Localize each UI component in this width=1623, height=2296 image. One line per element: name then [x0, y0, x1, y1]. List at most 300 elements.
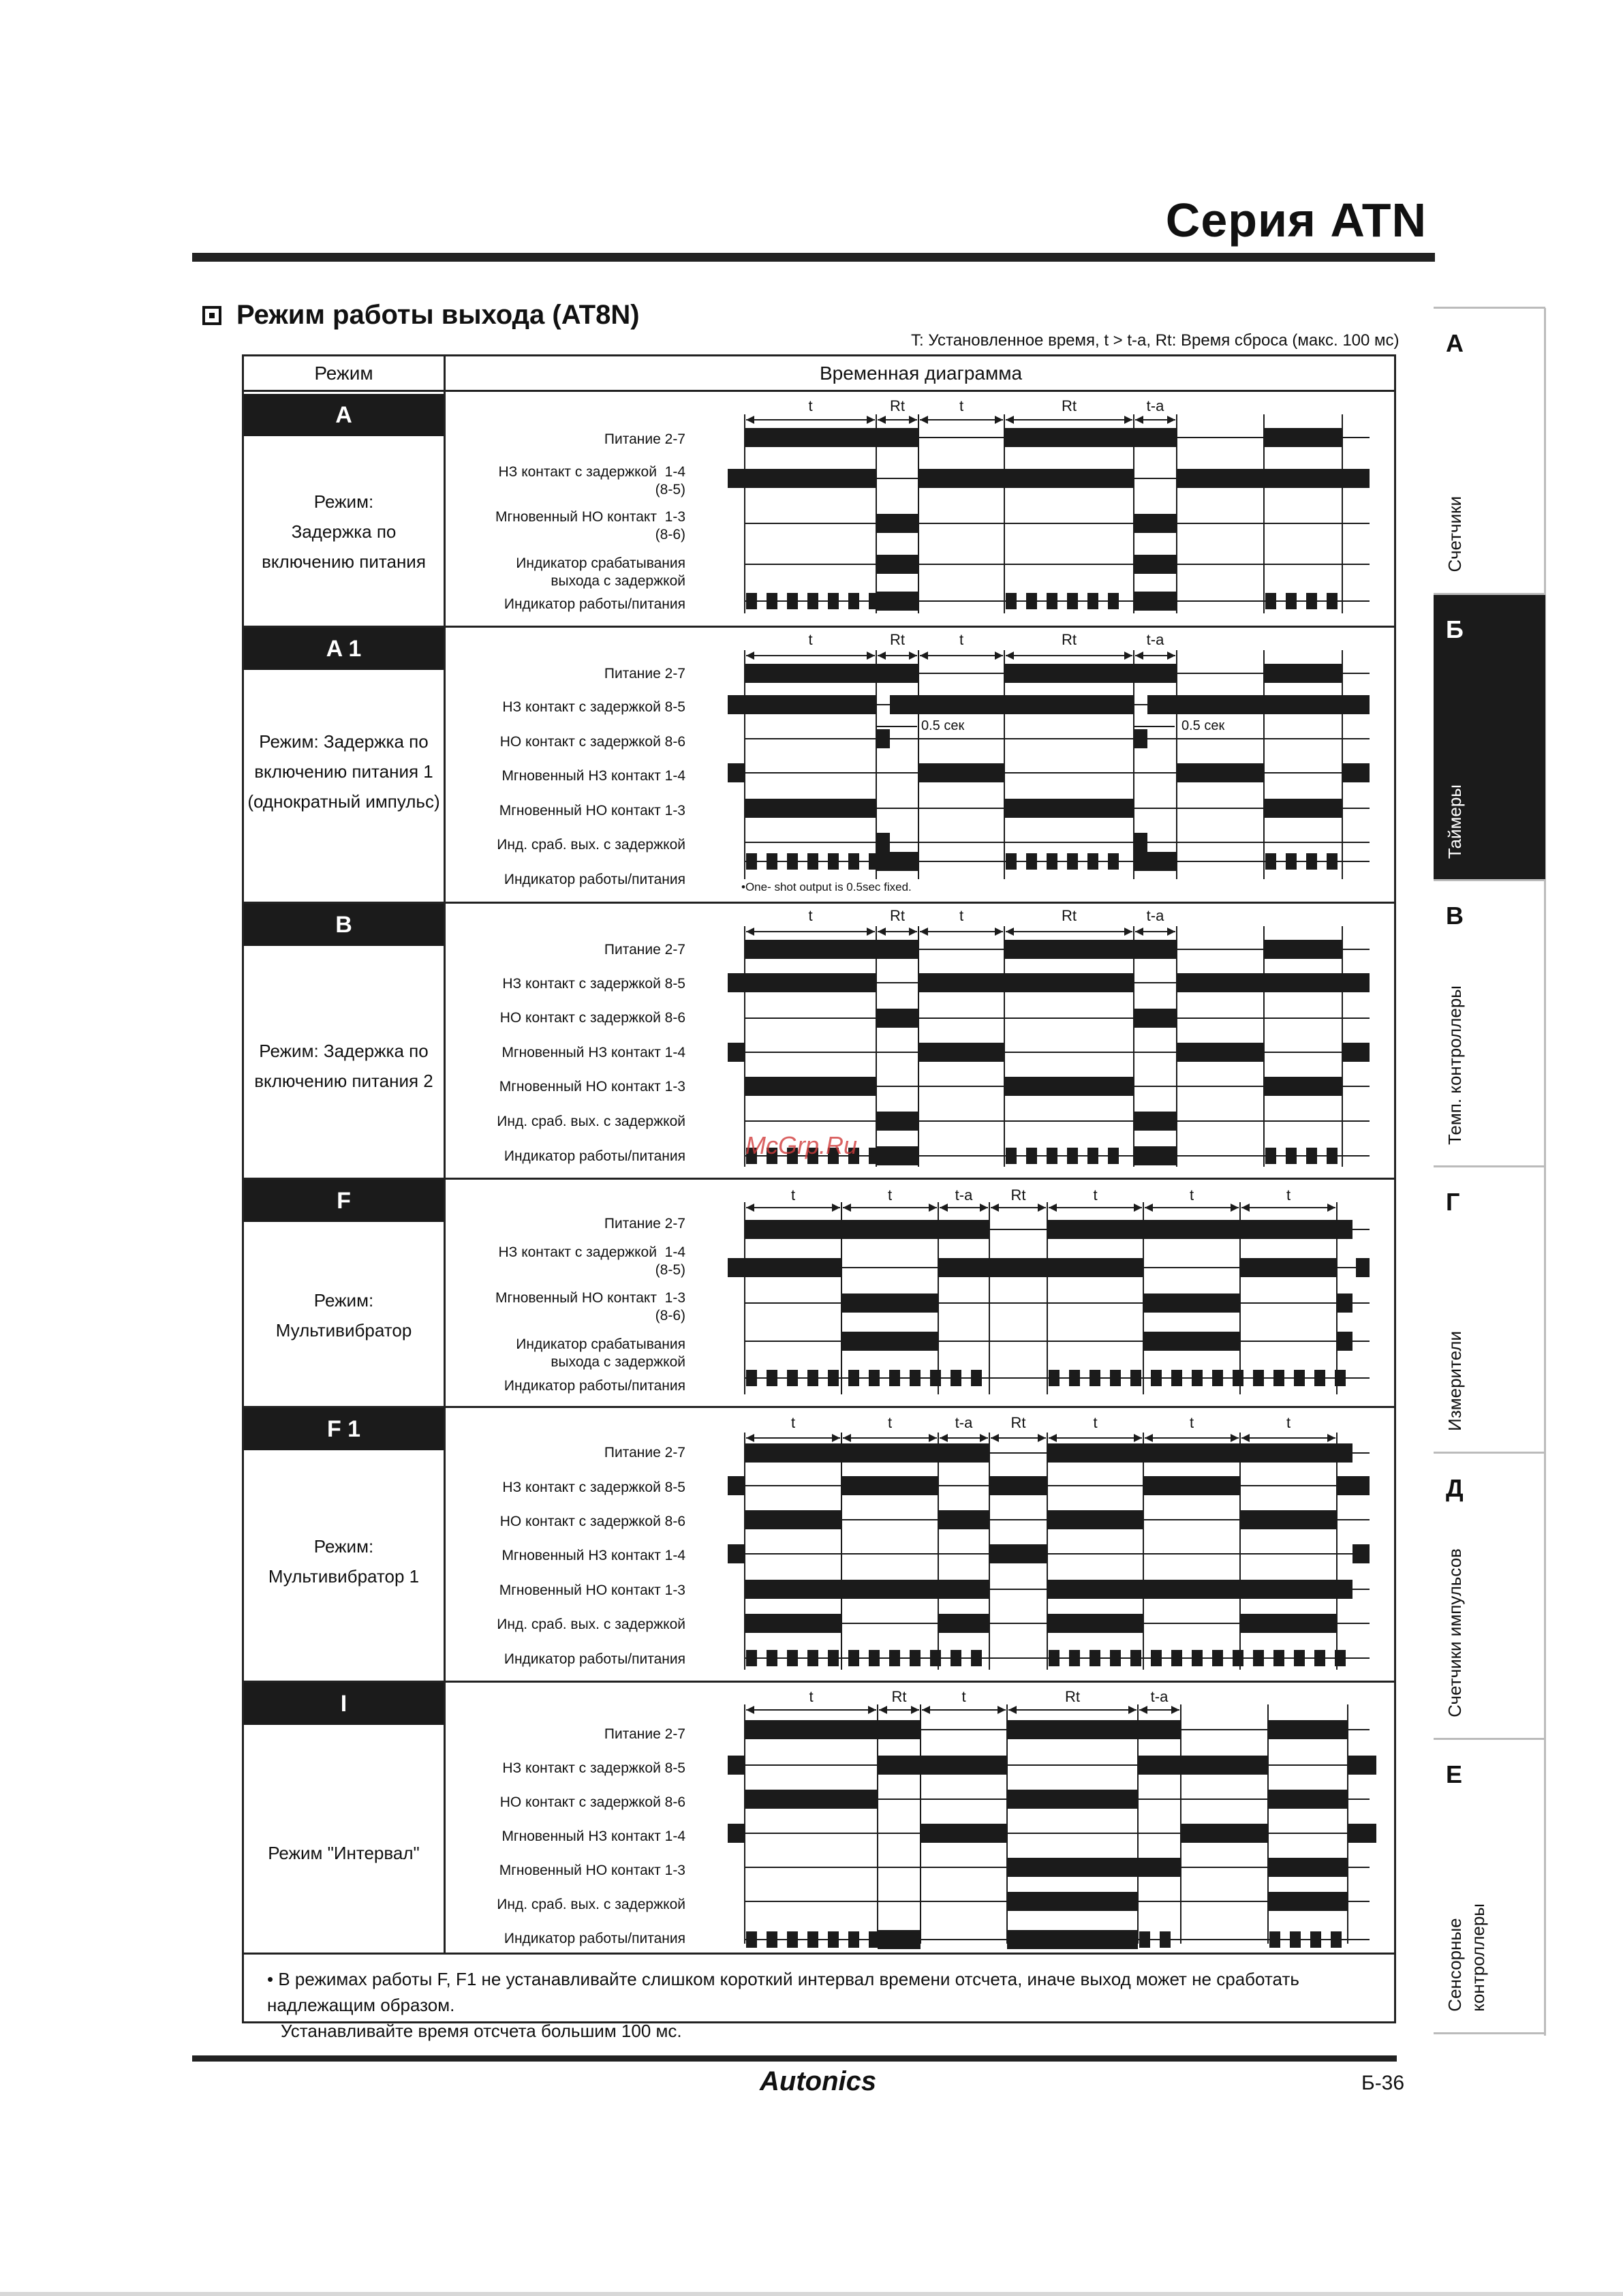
mode-badge-f: F	[244, 1180, 444, 1222]
segment-label-t: t	[961, 1688, 966, 1705]
indicator-pulse	[1265, 853, 1276, 870]
tab-label: Счетчики	[1444, 496, 1465, 572]
arrow-head	[1167, 416, 1175, 424]
signal-high	[878, 1930, 921, 1949]
signal-label: НЗ контакт с задержкой 8-5	[502, 1760, 685, 1776]
indicator-pulse	[869, 1931, 880, 1948]
arrow-head	[991, 1434, 999, 1442]
indicator-pulse	[930, 1650, 941, 1666]
signal-high	[745, 1220, 989, 1239]
indicator-pulse	[889, 1650, 900, 1666]
bottom-rule	[192, 2055, 1397, 2062]
indicator-pulse	[1314, 1370, 1325, 1386]
signal-high	[841, 1476, 938, 1495]
tab-timers[interactable]	[1434, 593, 1545, 879]
signal-high	[1348, 1824, 1376, 1843]
signal-high	[890, 695, 1134, 714]
indicator-pulse	[1047, 1148, 1057, 1164]
segment-label-rt: Rt	[890, 907, 905, 924]
indicator-pulse	[828, 1931, 839, 1948]
signal-high	[1047, 1580, 1352, 1599]
footnote	[267, 1966, 1391, 2044]
signal-label: НЗ контакт с задержкой 8-5	[502, 976, 685, 992]
arrow-head	[843, 1204, 851, 1212]
brand-logo: Autonics	[760, 2066, 877, 2096]
segment-label-t: t	[1286, 1414, 1291, 1431]
indicator-pulse	[828, 593, 839, 609]
signal-high	[841, 1294, 938, 1313]
desc-line: Режим:	[313, 491, 374, 512]
segment-label-ta: t-a	[1146, 907, 1164, 924]
indicator-pulse	[1294, 1650, 1305, 1666]
tab-label: Сенсорные контроллеры	[1444, 1903, 1488, 2012]
arrow-head	[998, 1706, 1006, 1714]
indicator-pulse	[1047, 593, 1057, 609]
indicator-pulse	[1335, 1370, 1346, 1386]
signal-high	[1147, 695, 1370, 714]
indicator-pulse	[869, 1148, 880, 1164]
signal-high	[918, 1043, 1004, 1062]
signal-label: Мгновенный НО контакт 1-3 (8-6)	[495, 1290, 685, 1323]
mode-badge-a1: A 1	[244, 628, 444, 670]
arrow-head	[1006, 652, 1014, 660]
arrow-head	[1038, 1204, 1046, 1212]
desc-line: Режим "Интервал"	[268, 1843, 420, 1863]
indicator-pulse	[950, 1370, 961, 1386]
signal-high	[1134, 852, 1177, 871]
arrow-head	[1135, 416, 1143, 424]
page-edge	[0, 2292, 1623, 2296]
indicator-pulse	[746, 593, 757, 609]
signal-high	[1134, 592, 1177, 611]
signal-label: НО контакт с задержкой 8-6	[499, 734, 685, 750]
signal-high	[728, 1258, 841, 1277]
desc-line: Режим: Задержка по	[259, 731, 429, 752]
signal-high	[745, 428, 918, 447]
indicator-pulse	[1233, 1370, 1243, 1386]
arrow-head	[1145, 1434, 1153, 1442]
segment-label-ta: t-a	[1150, 1688, 1169, 1705]
segment-label-t: t	[808, 397, 813, 414]
signal-high	[1348, 1756, 1376, 1775]
signal-high	[876, 1112, 918, 1131]
arrow-head	[1171, 1706, 1179, 1714]
arrow-head	[1049, 1204, 1057, 1212]
signal-high	[1047, 1443, 1352, 1463]
indicator-pulse	[1192, 1370, 1203, 1386]
signal-label: Индикатор работы/питания	[504, 596, 685, 612]
arrow-head	[1006, 416, 1014, 424]
signal-label: Инд. сраб. вых. с задержкой	[497, 1114, 685, 1129]
indicator-pulse	[1269, 1931, 1280, 1948]
segment-label-t: t	[887, 1414, 893, 1431]
indicator-pulse	[807, 593, 818, 609]
indicator-pulse	[971, 1650, 982, 1666]
arrow-head	[746, 1204, 754, 1212]
arrow-head	[980, 1434, 988, 1442]
indicator-pulse	[1087, 1148, 1098, 1164]
indicator-pulse	[746, 1370, 757, 1386]
signal-label: НЗ контакт с задержкой 1-4 (8-5)	[498, 464, 685, 498]
signal-high	[1240, 1258, 1337, 1277]
signal-high	[1177, 973, 1370, 992]
indicator-pulse	[807, 1370, 818, 1386]
signal-high	[878, 1756, 1007, 1775]
signal-label: НЗ контакт с задержкой 8-5	[502, 699, 685, 715]
indicator-pulse	[828, 853, 839, 870]
signal-high	[1134, 514, 1177, 533]
indicator-pulse	[1047, 853, 1057, 870]
signal-label: Мгновенный НО контакт 1-3	[499, 803, 685, 818]
signal-high	[728, 1544, 745, 1563]
indicator-pulse	[1233, 1650, 1243, 1666]
tab-letter: Г	[1446, 1188, 1460, 1216]
arrow-head	[843, 1434, 851, 1442]
oneshot-note: •One- shot output is 0.5sec fixed.	[741, 881, 912, 893]
indicator-pulse	[807, 853, 818, 870]
signal-high	[745, 1720, 921, 1739]
arrow-head	[920, 416, 928, 424]
indicator-pulse	[828, 1650, 839, 1666]
arrow-head	[746, 1706, 754, 1714]
indicator-pulse	[1273, 1650, 1284, 1666]
indicator-pulse	[767, 853, 777, 870]
indicator-pulse	[1212, 1370, 1223, 1386]
segment-label-ta: t-a	[1146, 631, 1164, 648]
arrow-head	[832, 1204, 840, 1212]
signal-high	[1342, 1043, 1370, 1062]
tab-sensor-controllers[interactable]	[1434, 1738, 1545, 2034]
signal-label: Питание 2-7	[604, 1726, 685, 1742]
signal-label: НО контакт с задержкой 8-6	[499, 1794, 685, 1810]
segment-label-rt: Rt	[1010, 1414, 1026, 1431]
tab-letter: В	[1446, 902, 1464, 930]
signal-high	[1004, 428, 1177, 447]
indicator-pulse	[1049, 1650, 1060, 1666]
tab-pulse-counters[interactable]	[1434, 1452, 1545, 1738]
signal-high	[1004, 1077, 1134, 1096]
col-header-mode: Режим	[314, 363, 373, 384]
arrow-head	[991, 1204, 999, 1212]
indicator-pulse	[1290, 1931, 1301, 1948]
indicator-pulse	[1151, 1370, 1162, 1386]
signal-high	[1268, 1790, 1348, 1809]
desc-line: (однократный импульс)	[247, 791, 440, 812]
segment-label-rt: Rt	[1062, 397, 1077, 414]
signal-label: Питание 2-7	[604, 942, 685, 958]
col-header-diagram: Временная диаграмма	[819, 363, 1023, 384]
arrow-head	[832, 1434, 840, 1442]
arrow-head	[1167, 928, 1175, 936]
signal-label: Мгновенный НО контакт 1-3 (8-6)	[495, 509, 685, 542]
signal-label: Питание 2-7	[604, 1216, 685, 1231]
desc-line: Режим:	[313, 1536, 374, 1557]
segment-label-rt: Rt	[1065, 1688, 1080, 1705]
indicator-pulse	[1306, 1148, 1317, 1164]
arrow-head	[1167, 652, 1175, 660]
indicator-pulse	[1294, 1370, 1305, 1386]
indicator-pulse	[1108, 593, 1119, 609]
arrow-head	[746, 1434, 754, 1442]
indicator-pulse	[1327, 1148, 1338, 1164]
arrow-head	[909, 652, 917, 660]
indicator-pulse	[1067, 593, 1078, 609]
signal-high	[841, 1332, 938, 1351]
signal-high	[745, 1510, 841, 1529]
signal-high	[1007, 1858, 1181, 1877]
arrow-head	[878, 652, 886, 660]
signal-label: Индикатор работы/питания	[504, 1378, 685, 1394]
arrow-head	[1128, 1706, 1137, 1714]
arrow-head	[1124, 416, 1132, 424]
signal-high	[728, 763, 745, 782]
segment-label-t: t	[1093, 1414, 1098, 1431]
segment-label-t: t	[790, 1187, 796, 1204]
indicator-pulse	[807, 1650, 818, 1666]
signal-high	[745, 1580, 989, 1599]
signal-high	[1134, 729, 1147, 748]
signal-high	[745, 1614, 841, 1633]
signal-high	[1007, 1930, 1138, 1949]
signal-label: Инд. сраб. вых. с задержкой	[497, 837, 685, 853]
tab-letter: Б	[1446, 615, 1464, 643]
signal-high	[1134, 555, 1177, 574]
indicator-pulse	[1006, 1148, 1017, 1164]
indicator-pulse	[1160, 1931, 1171, 1948]
signal-label: Индикатор работы/питания	[504, 1931, 685, 1946]
indicator-pulse	[1089, 1650, 1100, 1666]
signal-high	[1352, 1544, 1370, 1563]
indicator-pulse	[1286, 853, 1297, 870]
signal-label: Мгновенный НЗ контакт 1-4	[501, 1828, 685, 1844]
indicator-pulse	[848, 1650, 859, 1666]
indicator-pulse	[1026, 1148, 1037, 1164]
signal-high	[1342, 763, 1370, 782]
indicator-pulse	[1253, 1370, 1264, 1386]
indicator-pulse	[1069, 1370, 1080, 1386]
indicator-pulse	[1006, 853, 1017, 870]
arrow-head	[940, 1434, 948, 1442]
arrow-head	[1049, 1434, 1057, 1442]
indicator-pulse	[869, 853, 880, 870]
arrow-head	[995, 652, 1003, 660]
signal-high	[876, 555, 918, 574]
arrow-head	[879, 1706, 887, 1714]
arrow-head	[929, 1434, 937, 1442]
arrow-head	[1124, 928, 1132, 936]
indicator-pulse	[848, 853, 859, 870]
indicator-pulse	[1265, 593, 1276, 609]
signal-high	[728, 973, 876, 992]
arrow-head	[929, 1204, 937, 1212]
indicator-pulse	[848, 593, 859, 609]
segment-label-t: t	[1189, 1187, 1194, 1204]
indicator-pulse	[1171, 1650, 1182, 1666]
signal-label: НЗ контакт с задержкой 8-5	[502, 1480, 685, 1495]
signal-high	[1264, 940, 1342, 959]
signal-high	[876, 1146, 918, 1165]
indicator-pulse	[1286, 1148, 1297, 1164]
segment-label-ta: t-a	[955, 1414, 973, 1431]
signal-high	[989, 1476, 1047, 1495]
signal-label: Индикатор срабатывания выхода с задержкой	[516, 1336, 685, 1370]
segment-label-rt: Rt	[890, 631, 905, 648]
arrow-head	[746, 416, 754, 424]
desc-line: Режим:	[313, 1290, 374, 1311]
signal-label: Питание 2-7	[604, 1445, 685, 1460]
desc-line: включению питания 1	[254, 761, 433, 782]
arrow-head	[746, 928, 754, 936]
segment-label-rt: Rt	[891, 1688, 907, 1705]
section-title: Режим работы выхода (AT8N)	[236, 300, 640, 330]
signal-label: Мгновенный НО контакт 1-3	[499, 1079, 685, 1095]
indicator-pulse	[1314, 1650, 1325, 1666]
arrow-head	[995, 416, 1003, 424]
tab-meters[interactable]	[1434, 1165, 1545, 1452]
segment-label-t: t	[1189, 1414, 1194, 1431]
pulse-note: 0.5 сек	[1181, 718, 1225, 733]
signal-label: Инд. сраб. вых. с задержкой	[497, 1617, 685, 1632]
indicator-pulse	[889, 1370, 900, 1386]
indicator-pulse	[1192, 1650, 1203, 1666]
watermark: McGrp.Ru	[745, 1131, 858, 1159]
signal-high	[1047, 1510, 1143, 1529]
segment-label-t: t	[1286, 1187, 1291, 1204]
arrow-head	[1124, 652, 1132, 660]
tab-counters[interactable]	[1434, 307, 1545, 593]
indicator-pulse	[1139, 1931, 1150, 1948]
signal-high	[745, 664, 918, 683]
signal-label: Питание 2-7	[604, 431, 685, 447]
arrow-head	[1145, 1204, 1153, 1212]
arrow-head	[1134, 1204, 1142, 1212]
mode-badge-i: I	[244, 1683, 444, 1725]
signal-high	[1181, 1824, 1268, 1843]
segment-label-t: t	[790, 1414, 796, 1431]
arrow-head	[920, 652, 928, 660]
tab-temp-controllers[interactable]	[1434, 879, 1545, 1165]
segment-label-t: t	[1093, 1187, 1098, 1204]
signal-high	[1240, 1614, 1337, 1633]
signal-high	[1007, 1790, 1138, 1809]
segment-label-ta: t-a	[1146, 397, 1164, 414]
arrow-head	[878, 416, 886, 424]
arrow-head	[1327, 1204, 1335, 1212]
signal-high	[938, 1614, 989, 1633]
indicator-pulse	[1087, 593, 1098, 609]
indicator-pulse	[1067, 853, 1078, 870]
indicator-pulse	[1253, 1650, 1264, 1666]
indicator-pulse	[1331, 1931, 1342, 1948]
signal-high	[1004, 664, 1177, 683]
signal-label: Мгновенный НО контакт 1-3	[499, 1582, 685, 1598]
signal-label: Индикатор работы/питания	[504, 1148, 685, 1164]
signal-high	[1047, 1614, 1143, 1633]
signal-high	[728, 1824, 745, 1843]
signal-high	[876, 514, 918, 533]
indicator-pulse	[1130, 1370, 1141, 1386]
signal-high	[1143, 1332, 1240, 1351]
indicator-pulse	[910, 1650, 921, 1666]
signal-high	[1264, 1077, 1342, 1096]
indicator-pulse	[1110, 1370, 1121, 1386]
indicator-pulse	[869, 1650, 880, 1666]
arrow-head	[1006, 928, 1014, 936]
mode-badge-a: A	[244, 394, 444, 436]
signal-label: Индикатор работы/питания	[504, 1651, 685, 1667]
signal-label: Индикатор работы/питания	[504, 872, 685, 887]
segment-label-ta: t-a	[955, 1187, 973, 1204]
arrow-head	[1134, 1434, 1142, 1442]
signal-high	[1047, 1220, 1352, 1239]
indicator-pulse	[1273, 1370, 1284, 1386]
indicator-pulse	[1327, 853, 1338, 870]
indicator-pulse	[1151, 1650, 1162, 1666]
indicator-pulse	[746, 1650, 757, 1666]
signal-label: НЗ контакт с задержкой 1-4 (8-5)	[498, 1244, 685, 1278]
indicator-pulse	[1286, 593, 1297, 609]
signal-high	[728, 1043, 745, 1062]
arrow-head	[867, 416, 875, 424]
signal-label: Мгновенный НЗ контакт 1-4	[501, 1045, 685, 1060]
indicator-pulse	[787, 593, 798, 609]
signal-high	[876, 592, 918, 611]
mode-badge-b: B	[244, 904, 444, 946]
indicator-pulse	[787, 853, 798, 870]
indicator-pulse	[910, 1370, 921, 1386]
signal-high	[745, 799, 876, 818]
signal-label: НО контакт с задержкой 8-6	[499, 1514, 685, 1529]
signal-high	[876, 1009, 918, 1028]
signal-high	[918, 763, 1004, 782]
segment-label-rt: Rt	[1062, 631, 1077, 648]
signal-high	[745, 1077, 876, 1096]
page-number: Б-36	[1361, 2072, 1405, 2094]
signal-high	[1004, 940, 1177, 959]
indicator-pulse	[930, 1370, 941, 1386]
tab-label: Измерители	[1444, 1331, 1465, 1431]
segment-label-t: t	[887, 1187, 893, 1204]
indicator-pulse	[1108, 853, 1119, 870]
signal-high	[728, 1476, 745, 1495]
signal-high	[1134, 1009, 1177, 1028]
signal-high	[728, 1756, 745, 1775]
arrow-head	[911, 1706, 919, 1714]
desc-line: включению питания 2	[254, 1071, 433, 1091]
indicator-pulse	[787, 1931, 798, 1948]
indicator-pulse	[869, 1370, 880, 1386]
signal-high	[1240, 1510, 1337, 1529]
indicator-pulse	[1069, 1650, 1080, 1666]
signal-high	[1177, 763, 1264, 782]
indicator-pulse	[1087, 853, 1098, 870]
signal-label: Мгновенный НЗ контакт 1-4	[501, 1548, 685, 1563]
signal-label: Инд. сраб. вых. с задержкой	[497, 1897, 685, 1912]
signal-high	[1177, 1043, 1264, 1062]
signal-label: Питание 2-7	[604, 666, 685, 682]
desc-line: Мультивибратор 1	[268, 1566, 420, 1587]
indicator-pulse	[1049, 1370, 1060, 1386]
signal-label: Мгновенный НО контакт 1-3	[499, 1863, 685, 1878]
signal-high	[1134, 1112, 1177, 1131]
tab-label: Темп. контроллеры	[1444, 985, 1465, 1145]
arrow-head	[980, 1204, 988, 1212]
indicator-pulse	[1067, 1148, 1078, 1164]
desc-line: Мультивибратор	[275, 1320, 412, 1341]
indicator-pulse	[828, 1370, 839, 1386]
segment-label-t: t	[959, 397, 964, 414]
indicator-pulse	[1327, 593, 1338, 609]
